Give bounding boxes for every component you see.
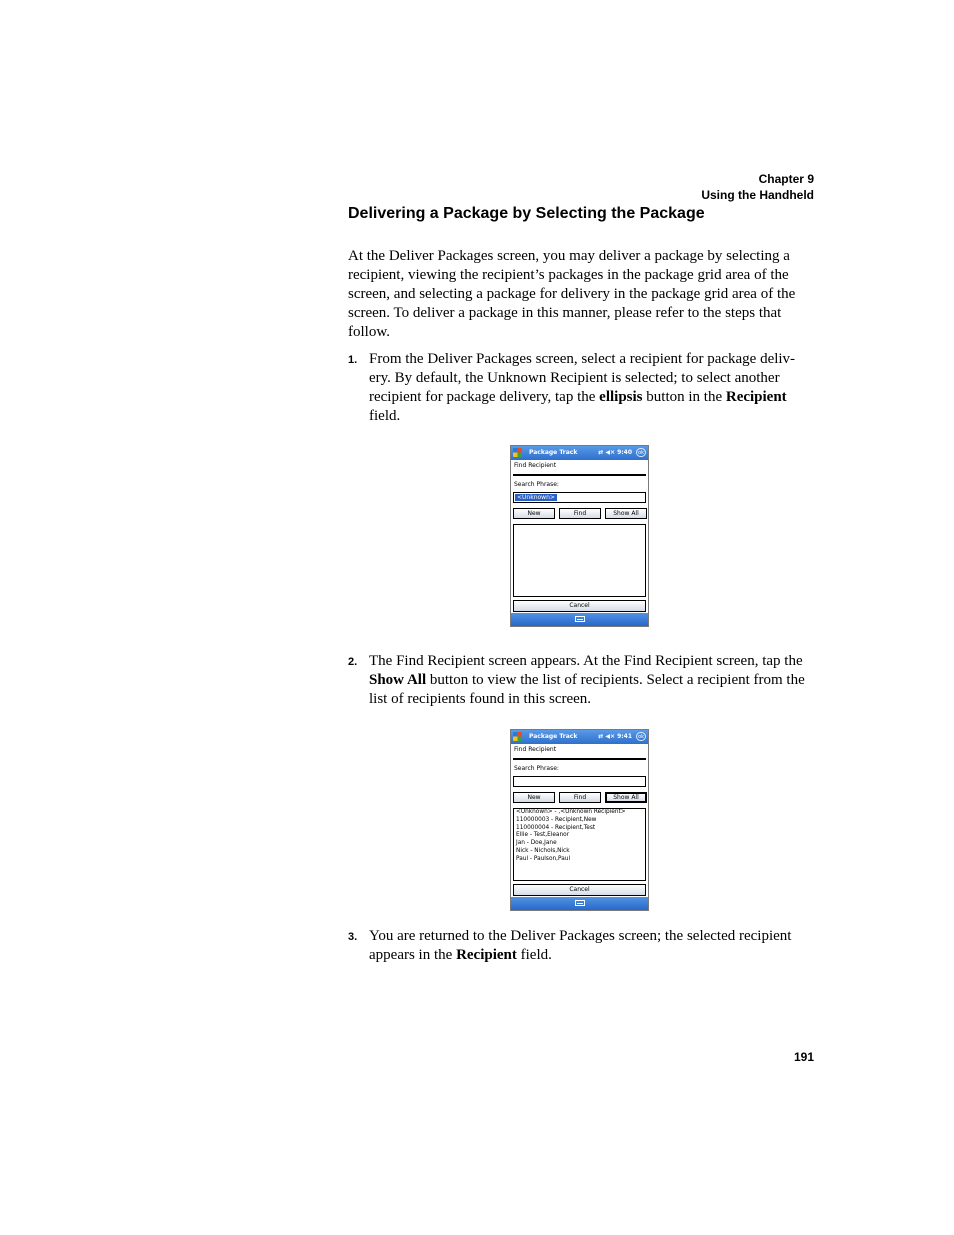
step-number: 3. [348, 931, 358, 943]
list-item[interactable]: <Unknown> - ,<Unknown Recipient> [516, 809, 626, 815]
show-all-term: Show All [369, 672, 427, 688]
find-button[interactable]: Find [559, 792, 601, 803]
divider [513, 758, 646, 760]
divider [513, 474, 646, 476]
search-label: Search Phrase: [514, 481, 559, 488]
app-title: Package Track [529, 449, 578, 456]
windows-start-icon [513, 448, 522, 457]
step-text: From the Deliver Packages screen, select a recipient for package deliv-ery. By default, the Unknown Recipient is selected; to select another recipient for package delivery, tap the ellipsis button in the Recipient field. [369, 351, 796, 424]
search-value: <Unknown> [517, 494, 555, 501]
list-item[interactable]: Nick - Nichols,Nick [516, 847, 570, 854]
keyboard-icon[interactable] [575, 616, 585, 622]
title-bar [511, 446, 648, 460]
step-number: 2. [348, 656, 358, 668]
show-all-button[interactable]: Show All [605, 792, 647, 803]
taskbar [511, 613, 648, 626]
page-number: 191 [793, 1050, 814, 1064]
recipient-term: Recipient [725, 389, 787, 405]
section-title: Delivering a Package by Selecting the Package [348, 205, 705, 222]
chapter-title: Using the Handheld [701, 188, 814, 202]
list-item[interactable]: Ellie - Test,Eleanor [516, 832, 570, 839]
list-item[interactable]: Jan - Doe,Jane [516, 840, 557, 847]
ok-button[interactable]: ok [636, 448, 646, 457]
search-input[interactable] [513, 776, 646, 787]
dialog-title: Find Recipient [514, 746, 557, 753]
keyboard-icon[interactable] [575, 900, 585, 906]
recipient-list[interactable] [513, 524, 646, 597]
step-number: 1. [348, 354, 358, 366]
cancel-button[interactable]: Cancel [513, 600, 646, 612]
app-title: Package Track [529, 733, 578, 740]
status-indicators: ⇄ ◀× 9:41 [598, 733, 632, 740]
intro-paragraph: At the Deliver Packages screen, you may deliver a package by selecting a recipient, viewing the recipient’s packages in the package grid area of the screen, and selecting a package for delivery in the package grid area of the screen. To deliver a package in this manner, please refer to the steps that follow. [348, 248, 796, 340]
recipient-list[interactable] [513, 808, 646, 881]
taskbar [511, 897, 648, 910]
dialog-title: Find Recipient [514, 462, 557, 469]
new-button[interactable]: New [513, 792, 555, 803]
ok-button[interactable]: ok [636, 732, 646, 741]
list-item[interactable]: Paul - Paulson,Paul [516, 855, 571, 862]
list-item[interactable]: 110000003 - Recipient,New [516, 816, 597, 823]
step-text: The Find Recipient screen appears. At the Find Recipient screen, tap the Show All button to view the list of recipients. Select a recipient from the list of recipients found in this screen. [369, 653, 805, 707]
find-recipient-screenshot-1 [510, 445, 649, 627]
windows-start-icon [513, 732, 522, 741]
find-button[interactable]: Find [559, 508, 601, 519]
title-bar [511, 730, 648, 744]
list-item[interactable]: 110000004 - Recipient,Test [516, 824, 596, 831]
step-text: You are returned to the Deliver Packages screen; the selected recipient appears in the Recipient field. [369, 928, 792, 963]
find-recipient-screenshot-2 [510, 729, 649, 911]
cancel-button[interactable]: Cancel [513, 884, 646, 896]
running-header [701, 171, 814, 203]
show-all-button[interactable]: Show All [605, 508, 647, 519]
step-3 [348, 927, 816, 965]
search-input[interactable] [513, 492, 646, 503]
recipient-term: Recipient [456, 947, 517, 963]
ellipsis-term: ellipsis [599, 389, 643, 405]
step-1 [348, 350, 816, 426]
chapter-number: Chapter 9 [758, 172, 814, 186]
status-indicators: ⇄ ◀× 9:40 [598, 449, 632, 456]
new-button[interactable]: New [513, 508, 555, 519]
search-label: Search Phrase: [514, 765, 559, 772]
step-2 [348, 652, 816, 709]
